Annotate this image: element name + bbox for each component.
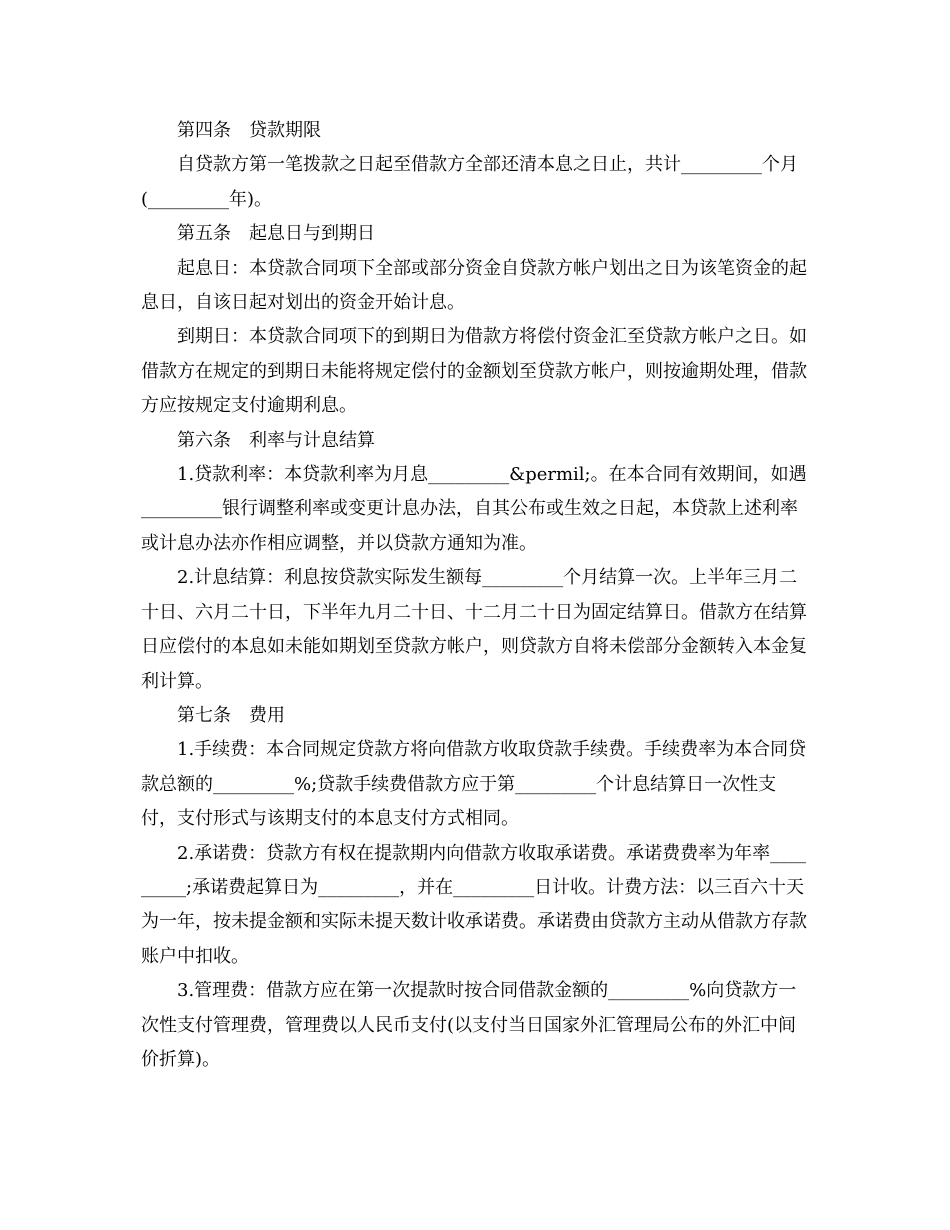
document-body	[141, 114, 811, 1077]
paragraph-interest-settlement: 2.计息结算：利息按贷款实际发生额每_________个月结算一次。上半年三月二十日、六月二十日，下半年九月二十日、十二月二十日为固定结算日。借款方在结算日应偿付的本息如未能如期划至贷款方帐户，则贷款方自将未偿部分金额转入本金复利计算。	[141, 567, 807, 692]
paragraph-handling-fee: 1.手续费：本合同规定贷款方将向借款方收取贷款手续费。手续费率为本合同贷款总额的_________%;贷款手续费借款方应于第_________个计息结算日一次性支付，支付形式与该期支付的本息支付方式相同。	[141, 739, 807, 830]
heading-article-6: 第六条 利率与计息结算	[177, 429, 375, 451]
paragraph-management-fee: 3.管理费：借款方应在第一次提款时按合同借款金额的_________%向贷款方一次性支付管理费，管理费以人民币支付(以支付当日国家外汇管理局公布的外汇中间价折算)。	[141, 980, 797, 1070]
paragraph-maturity-date: 到期日：本贷款合同项下的到期日为借款方将偿付资金汇至贷款方帐户之日。如借款方在规定的到期日未能将规定偿付的金额划至贷款方帐户，则按逾期处理，借款方应按规定支付逾期利息。	[141, 326, 807, 417]
heading-article-4: 第四条 贷款期限	[177, 120, 321, 141]
heading-article-7: 第七条 费用	[177, 704, 285, 726]
paragraph-commitment-fee: 2.承诺费：贷款方有权在提款期内向借款方收取承诺费。承诺费费率为年率_________;承诺费起算日为_________，并在_________日计收。计费方法：以三百六十天为一年，按未提金额和实际未提天数计收承诺费。承诺费由贷款方主动从借款方存款账户中扣收。	[141, 842, 807, 967]
paragraph-value-date: 起息日：本贷款合同项下全部或部分资金自贷款方帐户划出之日为该笔资金的起息日，自该日起对划出的资金开始计息。	[141, 257, 807, 314]
paragraph-interest-rate: 1.贷款利率：本贷款利率为月息_________&permil;。在本合同有效期间，如遇_________银行调整利率或变更计息办法，自其公布或生效之日起，本贷款上述利率或计息办法亦作相应调整，并以贷款方通知为准。	[141, 464, 807, 554]
paragraph-loan-term: 自贷款方第一笔拨款之日起至借款方全部还清本息之日止，共计_________个月(_________年)。	[141, 154, 798, 210]
heading-article-5: 第五条 起息日与到期日	[177, 223, 375, 245]
